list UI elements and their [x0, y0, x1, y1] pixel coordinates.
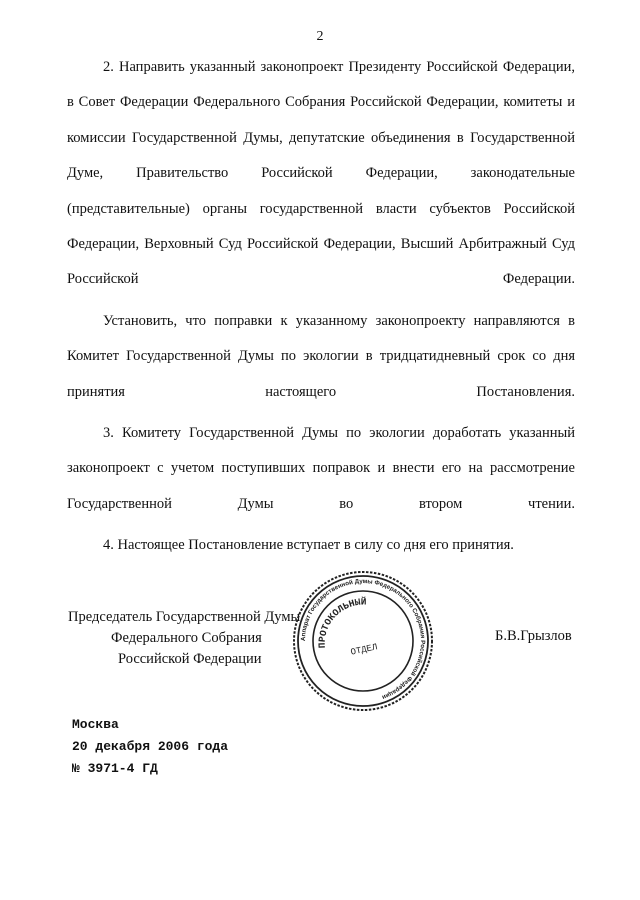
footer-number: № 3971-4 ГД — [72, 761, 158, 776]
paragraph-line: 4. Настоящее Постановление вступает в силу со дня его принятия. — [103, 537, 514, 554]
paragraph-line: 2. Направить указанный законопроект Президенту Российской — [103, 59, 498, 75]
seal-arc-text — [317, 597, 367, 649]
seal-ring-textpath: Аппарат Государственной Думы Федерального Собрания Российской Федерации — [299, 577, 427, 701]
seal-center-text: ОТДЕЛ — [349, 642, 379, 658]
paragraph-line: Комитет Государственной Думы по экологии в тридцатидневный срок со — [67, 348, 547, 365]
paragraph-amendments — [67, 304, 575, 410]
paragraph-4 — [67, 528, 575, 563]
footer-city: Москва — [72, 717, 119, 732]
paragraph-line: 3. Комитету Государственной Думы по экологии доработать указанный — [103, 425, 575, 442]
paragraph-line: Установить, что поправки к указанному законопроекту направляются в — [103, 312, 575, 329]
paragraph-line: Федерации, Высший Арбитражный Суд Российской Федерации. — [67, 236, 575, 288]
document-footer — [72, 714, 228, 780]
seal-arc-textpath: ПРОТОКОЛЬНЫЙ — [316, 596, 367, 649]
paragraph-3 — [67, 416, 575, 522]
paragraph-line: Федерации, в Совет Федерации Федерального Собрания Российской — [67, 59, 575, 111]
signature-title-line: Председатель Государственной Думы — [68, 609, 301, 625]
paragraph-line: законопроект с учетом поступивших поправок и внести его на рассмотрение — [67, 460, 575, 477]
footer-date: 20 декабря 2006 года — [72, 739, 229, 754]
paragraph-line: власти субъектов Российской Федерации, Верховный Суд Российской — [67, 200, 575, 253]
seal-outer-ring — [294, 572, 432, 710]
paragraph-line: Государственной Думы во втором чтении. — [67, 495, 575, 512]
signature-title — [68, 607, 300, 670]
paragraph-2 — [67, 50, 575, 298]
protocol-department-seal — [292, 570, 434, 712]
paragraph-line: дня принятия настоящего Постановления. — [67, 348, 576, 400]
signer-name: Б.В.Грызлов — [495, 628, 572, 644]
signature-title-line: Российской Федерации — [118, 651, 262, 667]
paragraph-line: Федерации, законодательные (представительные) органы государственной — [67, 165, 575, 217]
signature-title-line: Федерального Собрания — [111, 630, 262, 646]
paragraph-line: Федерации, комитеты и комиссии Государственной Думы, депутатские — [67, 94, 575, 146]
paragraph-line: объединения в Государственной Думе, Правительство Российской — [67, 129, 576, 182]
resolution-body — [67, 50, 575, 564]
page-number: 2 — [316, 29, 324, 44]
